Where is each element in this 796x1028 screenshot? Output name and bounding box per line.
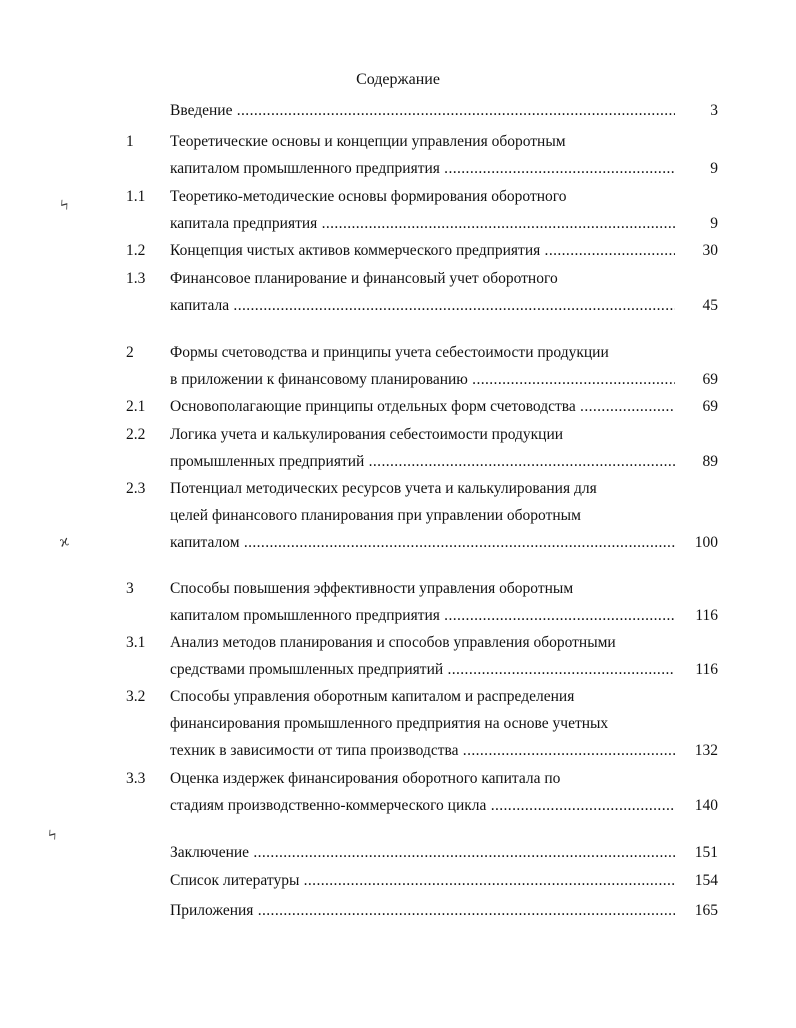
toc-page-number: 140 xyxy=(694,797,718,814)
toc-entry-title: Потенциал методических ресурсов учета и калькулирования для xyxy=(170,480,597,497)
toc-entry-title: Способы управления оборотным капиталом и распределения xyxy=(170,688,575,705)
toc-entry-title: средствами промышленных предприятий ..... xyxy=(170,659,675,681)
toc-line xyxy=(0,186,796,208)
toc-entry-number: 2.2 xyxy=(126,426,146,443)
toc-line xyxy=(0,842,796,864)
margin-mark-icon: ϟ xyxy=(58,197,72,215)
toc-entry-title: промышленных предприятий ..... xyxy=(170,451,675,473)
toc-entry-title: в приложении к финансовому планированию ..... xyxy=(170,369,675,391)
toc-entry-number: 2 xyxy=(126,344,134,361)
toc-line xyxy=(0,369,796,391)
toc-line xyxy=(0,659,796,681)
toc-line xyxy=(0,768,796,790)
margin-mark-icon: ϰ xyxy=(58,533,71,551)
toc-entry-number: 1 xyxy=(126,133,134,150)
toc-entry-number: 2.3 xyxy=(126,480,146,497)
toc-line xyxy=(0,605,796,627)
toc-entry-number: 1.1 xyxy=(126,188,146,205)
toc-page-number: 69 xyxy=(702,371,718,388)
toc-line xyxy=(0,131,796,153)
toc-line xyxy=(0,396,796,418)
toc-line xyxy=(0,505,796,527)
toc-page-number: 3 xyxy=(710,102,718,119)
toc-page-number: 45 xyxy=(702,297,718,314)
toc-entry-number: 3 xyxy=(126,580,134,597)
toc-page-number: 9 xyxy=(710,160,718,177)
toc-entry-title: Теоретические основы и концепции управления оборотным xyxy=(170,133,566,150)
toc-entry-number: 3.3 xyxy=(126,770,146,787)
toc-page-number: 116 xyxy=(695,661,718,678)
toc-entry-title: Заключение ..... xyxy=(170,842,675,864)
toc-line xyxy=(0,342,796,364)
toc-entry-title: Оценка издержек финансирования оборотного капитала по xyxy=(170,770,561,787)
toc-line xyxy=(0,295,796,317)
toc-entry-title: Приложения ..... xyxy=(170,900,675,922)
toc-entry-title: Концепция чистых активов коммерческого предприятия ..... xyxy=(170,240,675,262)
toc-entry-title: капитала предприятия ..... xyxy=(170,213,675,235)
toc-entry-title: Способы повышения эффективности управления оборотным xyxy=(170,580,574,597)
toc-line xyxy=(0,532,796,554)
margin-mark-icon: ϟ xyxy=(46,827,60,845)
toc-line xyxy=(0,578,796,600)
toc-line xyxy=(0,240,796,262)
toc-entry-title: капиталом промышленного предприятия ..... xyxy=(170,158,675,180)
toc-entry-title: Анализ методов планирования и способов управления оборотными xyxy=(170,634,616,651)
toc-page-number: 165 xyxy=(694,902,718,919)
toc-line xyxy=(0,686,796,708)
toc-line xyxy=(0,100,796,122)
toc-entry-title: стадиям производственно-коммерческого цикла ..... xyxy=(170,795,675,817)
toc-entry-title: Основополагающие принципы отдельных форм счетоводства ..... xyxy=(170,396,675,418)
toc-entry-number: 1.2 xyxy=(126,242,146,259)
toc-page-number: 151 xyxy=(694,844,718,861)
toc-page-number: 116 xyxy=(695,607,718,624)
toc-page-number: 89 xyxy=(702,453,718,470)
toc-page-number: 154 xyxy=(694,872,718,889)
toc-entry-number: 3.1 xyxy=(126,634,146,651)
toc-page-number: 9 xyxy=(710,215,718,232)
toc-entry-title: Формы счетоводства и принципы учета себестоимости продукции xyxy=(170,344,609,361)
toc-entry-title: капиталом промышленного предприятия ..... xyxy=(170,605,675,627)
toc-line xyxy=(0,740,796,762)
toc-entry-number: 3.2 xyxy=(126,688,146,705)
toc-entry-title: Список литературы ..... xyxy=(170,870,675,892)
toc-line xyxy=(0,268,796,290)
toc-entry-title: Логика учета и калькулирования себестоимости продукции xyxy=(170,426,564,443)
toc-page-number: 132 xyxy=(694,742,718,759)
toc-line xyxy=(0,713,796,735)
toc-entry-title: Финансовое планирование и финансовый учет оборотного xyxy=(170,270,558,287)
toc-entry-title: финансирования промышленного предприятия на основе учетных xyxy=(170,715,609,732)
toc-entry-title: капиталом ..... xyxy=(170,532,675,554)
toc-entry-title: техник в зависимости от типа производства ..... xyxy=(170,740,675,762)
toc-page-number: 30 xyxy=(702,242,718,259)
toc-line xyxy=(0,478,796,500)
toc-entry-title: Теоретико-методические основы формирования оборотного xyxy=(170,188,567,205)
toc-line xyxy=(0,451,796,473)
toc-entry-title: капитала ..... xyxy=(170,295,675,317)
toc-entry-title: Введение ..... xyxy=(170,100,675,122)
toc-entry-number: 2.1 xyxy=(126,398,146,415)
toc-line xyxy=(0,900,796,922)
toc-entry-number: 1.3 xyxy=(126,270,146,287)
toc-line xyxy=(0,424,796,446)
toc-line xyxy=(0,795,796,817)
page-title: Содержание xyxy=(356,71,440,88)
toc-entry-title: целей финансового планирования при управлении оборотным xyxy=(170,507,581,524)
toc-line xyxy=(0,870,796,892)
toc-page-number: 69 xyxy=(702,398,718,415)
toc-page-number: 100 xyxy=(694,534,718,551)
toc-line xyxy=(0,632,796,654)
toc-line xyxy=(0,213,796,235)
toc-line xyxy=(0,158,796,180)
